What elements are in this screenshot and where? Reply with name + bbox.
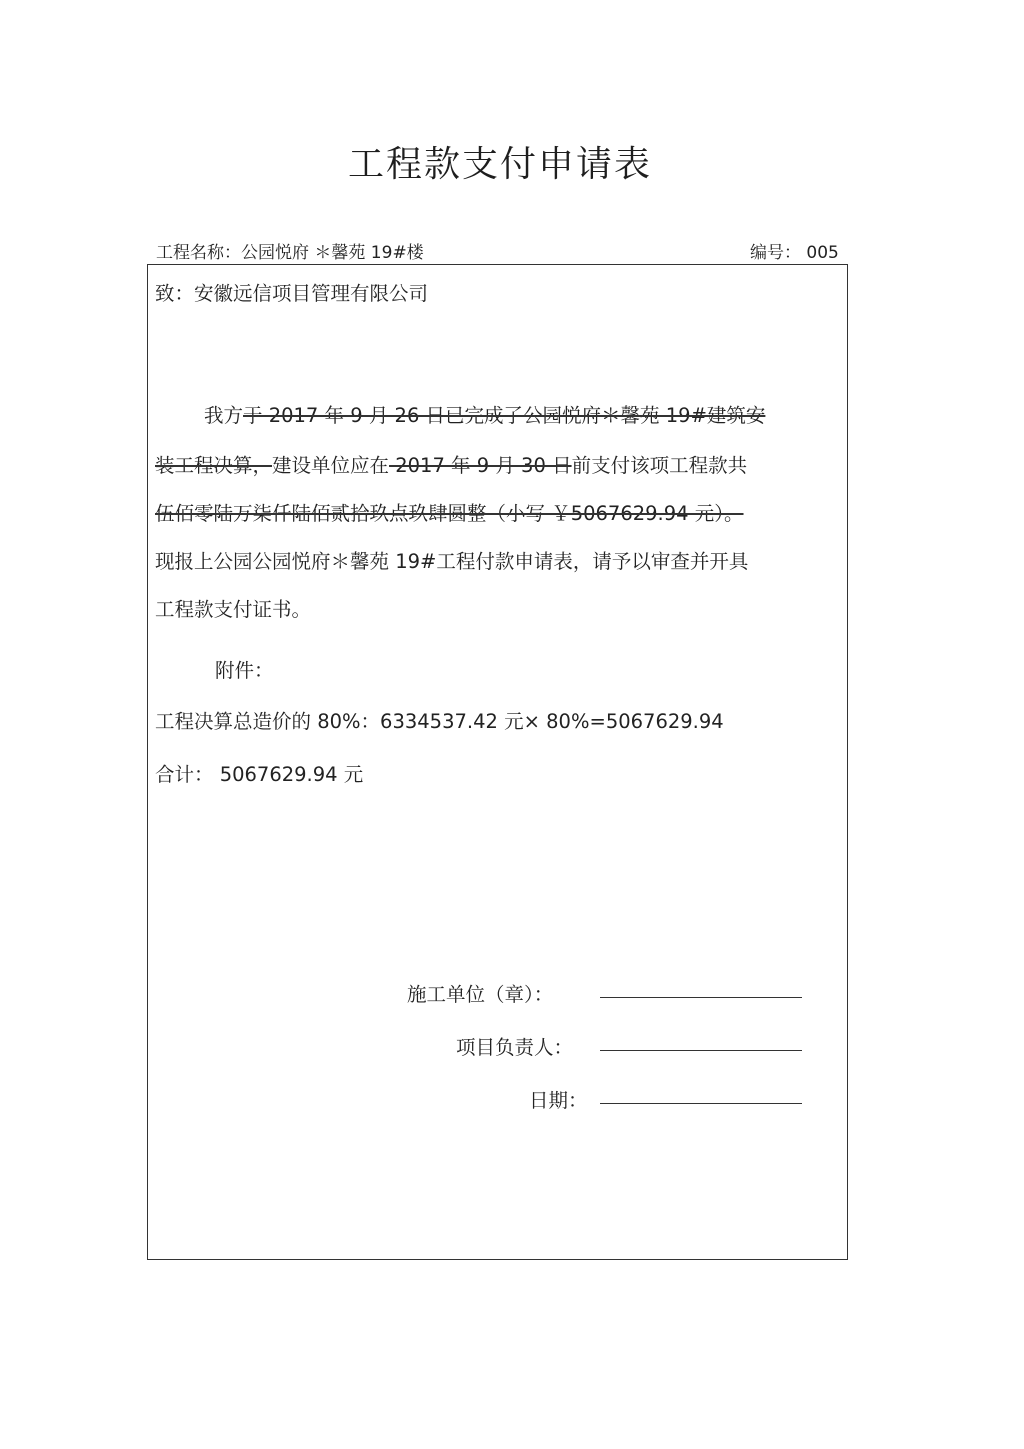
construction-unit-signature-line[interactable] — [600, 997, 802, 998]
date-signature-line[interactable] — [600, 1103, 802, 1104]
paragraph-line-1 — [204, 400, 765, 428]
project-manager-label: 项目负责人： — [456, 1036, 574, 1059]
paragraph-line-5: 工程款支付证书。 — [155, 598, 312, 621]
recipient-line: 致：安徽远信项目管理有限公司 — [155, 282, 429, 305]
paragraph-text: 建设单位应在 — [272, 454, 390, 477]
paragraph-line-3: 伍佰零陆万柒仟陆佰贰拾玖点玖肆圆整（小写 ￥5067629.94 元）。 — [155, 502, 744, 525]
total-line: 合计： 5067629.94 元 — [155, 763, 364, 786]
paragraph-line-2 — [155, 450, 747, 478]
date-label: 日期： — [529, 1089, 588, 1112]
project-manager-signature-line[interactable] — [600, 1050, 802, 1051]
paragraph-text: 前支付该项工程款共 — [571, 454, 748, 477]
construction-unit-label: 施工单位（章）： — [407, 983, 554, 1006]
attachment-label: 附件： — [215, 659, 274, 682]
project-name: 工程名称：公园悦府 ＊馨苑 19#楼 — [156, 243, 424, 263]
paragraph-line-4: 现报上公园公园悦府＊馨苑 19#工程付款申请表，请予以审查并开具 — [155, 550, 749, 573]
struck-text: 2017 年 9 月 30 日 — [389, 454, 572, 477]
struck-text: 装工程决算， — [155, 454, 273, 477]
document-number: 编号： 005 — [750, 243, 839, 263]
paragraph-text: 我方 — [204, 404, 244, 427]
calculation-line: 工程决算总造价的 80%：6334537.42 元× 80%=5067629.94 — [155, 710, 724, 733]
page-title: 工程款支付申请表 — [347, 144, 652, 185]
struck-text: 于 2017 年 9 月 26 日已完成了公园悦府＊馨苑 19#建筑安 — [243, 404, 766, 427]
